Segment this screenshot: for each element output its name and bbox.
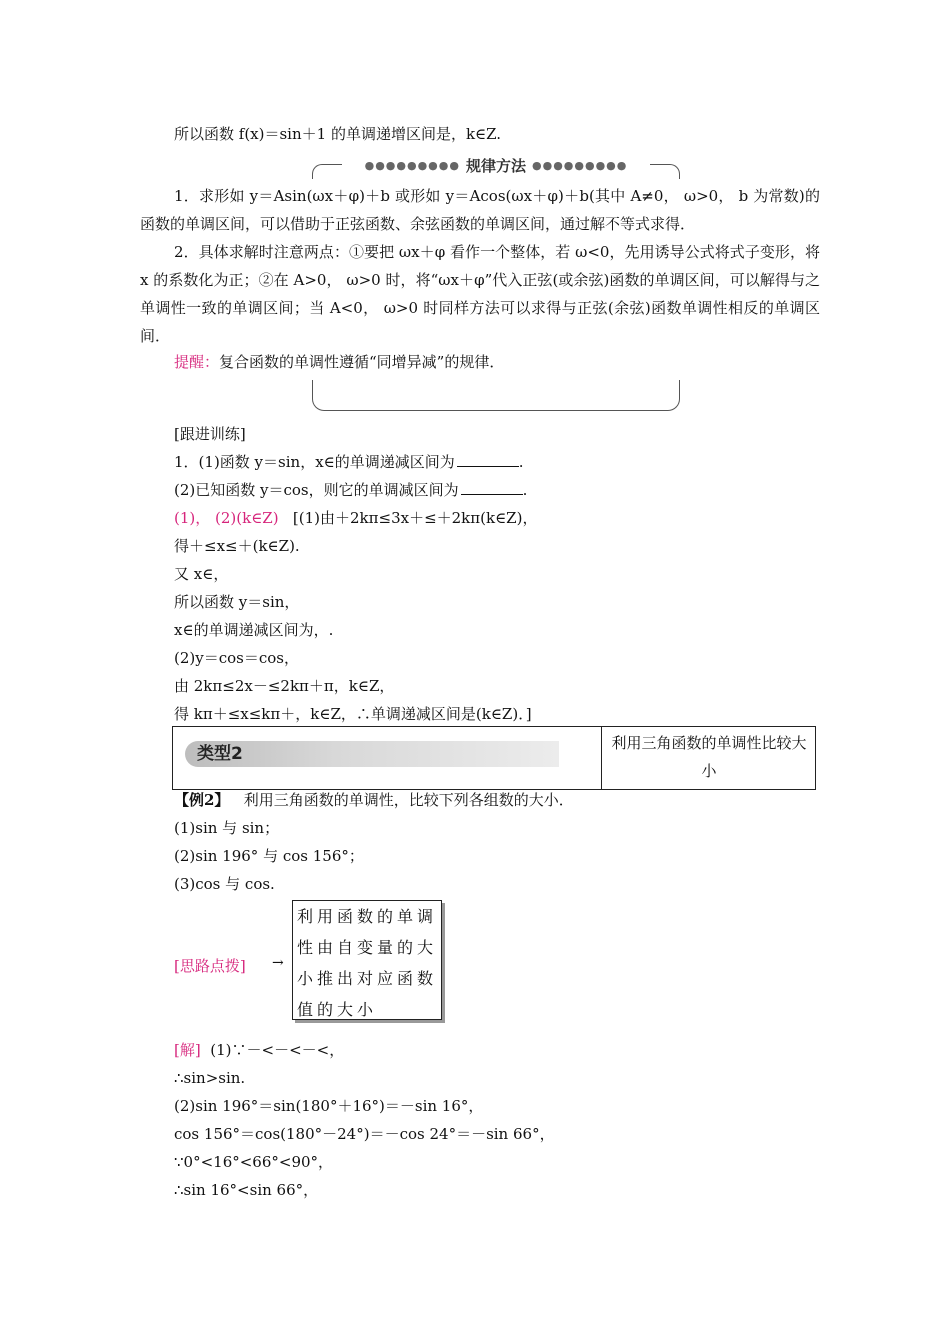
type-title: 利用三角函数的单调性比较大小 xyxy=(611,734,807,780)
solution-line: (2)sin 196°＝sin(180°＋16°)＝－sin 16°， xyxy=(174,1097,484,1115)
method-title xyxy=(342,154,650,178)
tip-label: 提醒： xyxy=(174,353,220,371)
tip-text: 复合函数的单调性遵循“同增异减”的规律． xyxy=(219,353,505,371)
method-title-text: 规律方法 xyxy=(465,157,526,175)
dots-decoration: ●●●●●●●●● xyxy=(532,159,628,172)
solution-line: ∵0°<16°<66°<90°， xyxy=(174,1153,334,1171)
type-table xyxy=(172,726,816,790)
intro-line: 所以函数 f(x)＝sin＋1 的单调递增区间是，k∈Z. xyxy=(174,125,502,143)
answer-label: (1)， (2)(k∈Z) xyxy=(174,509,279,527)
practice-answer xyxy=(174,508,537,528)
thinking-box: 利用函数的单调性由自变量的大小推出对应函数值的大小 xyxy=(292,900,442,1020)
practice-q2 xyxy=(174,480,527,500)
q1-text: 1．(1)函数 y＝sin，x∈的单调递减区间为 xyxy=(174,453,455,471)
practice-line: 得 kπ＋≤x≤kπ＋，k∈Z，∴单调递减区间是(k∈Z)．] xyxy=(174,705,532,723)
solution-label: [解] xyxy=(174,1041,201,1059)
q1-period: . xyxy=(518,453,524,471)
example-item: (2)sin 196° 与 cos 156°； xyxy=(174,847,364,865)
practice-line: 得＋≤x≤＋(k∈Z). xyxy=(174,537,300,555)
q2-period: . xyxy=(522,481,528,499)
type-label: 类型2 xyxy=(197,744,243,764)
solution-line: ∴sin 16°<sin 66°， xyxy=(174,1181,319,1199)
example-item: (1)sin 与 sin； xyxy=(174,819,280,837)
practice-line: x∈的单调递减区间为，. xyxy=(174,621,334,639)
example-text: 利用三角函数的单调性，比较下列各组数的大小． xyxy=(243,791,574,809)
method-point-1: 1．求形如 y＝Asin(ωx＋φ)＋b 或形如 y＝Acos(ωx＋φ)＋b(其中 A≠0， ω>0， b 为常数)的函数的单调区间，可以借助于正弦函数、余弦函数的单调区间，通过解不等式求得． xyxy=(140,187,820,233)
practice-q1 xyxy=(174,452,524,472)
practice-line: 所以函数 y＝sin， xyxy=(174,593,300,611)
solution-first-text: (1)∵－<－<－<， xyxy=(210,1041,345,1059)
method-tip xyxy=(174,352,504,372)
practice-header: [跟进训练] xyxy=(174,425,246,443)
q2-text: (2)已知函数 y＝cos，则它的单调减区间为 xyxy=(174,481,459,499)
dots-decoration: ●●●●●●●●● xyxy=(364,159,460,172)
example-label: 【例2】 xyxy=(174,791,230,809)
solution-line: ∴sin>sin. xyxy=(174,1069,246,1087)
thinking-label: [思路点拨] xyxy=(174,957,246,975)
solution-line: cos 156°＝cos(180°－24°)＝－cos 24°＝－sin 66°， xyxy=(174,1125,555,1143)
table-divider xyxy=(601,727,602,789)
practice-line: 又 x∈， xyxy=(174,565,229,583)
practice-line: (2)y＝cos＝cos， xyxy=(174,649,299,667)
method-point-2: 2．具体求解时注意两点：①要把 ωx＋φ 看作一个整体，若 ω<0，先用诱导公式将式子变形，将 x 的系数化为正；②在 A>0， ω>0 时，将“ωx＋φ”代入正弦(或余弦)函数的单调区间，可以解得与之单调性一致的单调区间；当 A<0， ω>0 时同样方法可以求得与正弦(余弦)函数单调性相反的单调区间． xyxy=(140,243,820,345)
method-box-bottom xyxy=(312,380,680,411)
example-header xyxy=(174,790,574,810)
example-item: (3)cos 与 cos. xyxy=(174,875,275,893)
practice-line: 由 2kπ≤2x－≤2kπ＋π，k∈Z， xyxy=(174,677,395,695)
solution-first xyxy=(174,1040,344,1060)
answer-blank xyxy=(461,480,523,495)
answer-blank xyxy=(457,452,519,467)
arrow-icon: → xyxy=(272,955,284,971)
answer-text: [(1)由＋2kπ≤3x＋≤＋2kπ(k∈Z)， xyxy=(292,509,538,527)
